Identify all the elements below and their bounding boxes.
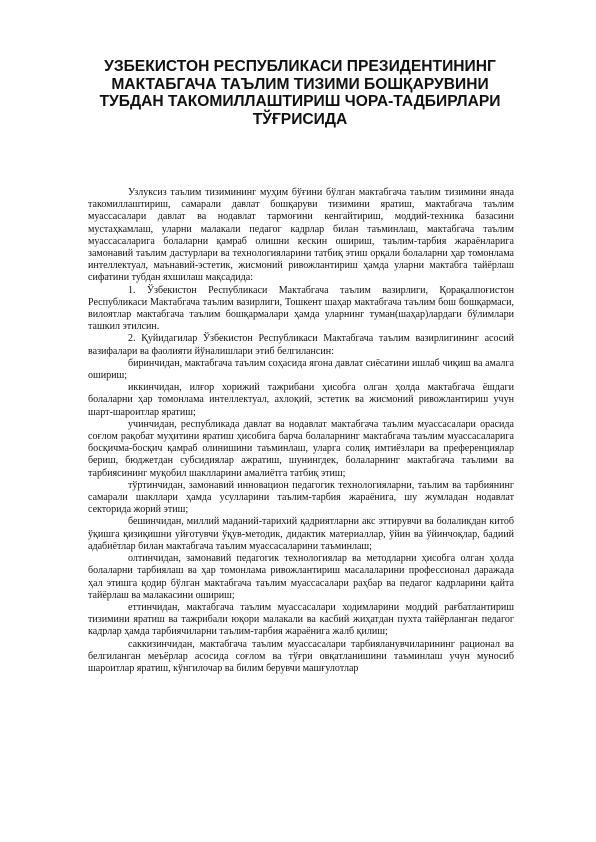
task-second-paragraph: иккинчидан, илғор хорижий тажрибани ҳисобга олган ҳолда мактабгача ёшдаги болаларни ҳар томонлама интеллектуал, ахлоқий, эстетик ва жисмоний ривожлантириш учун шарт-шароитлар яратиш;	[88, 382, 514, 418]
title-line: ТЎҒРИСИДА	[252, 110, 348, 128]
task-seventh-paragraph: еттинчидан, мактабгача таълим муассасалари ходимларини моддий рағбатлантириш тизимини яратиш ва тажрибали юқори малакали ва касбий жиҳатдан пухта тайёрланган педагог кадрлар ҳамда тарбиячиларни таълим-тарбия жараёнига жалб қилиш;	[88, 601, 514, 638]
task-fourth-paragraph: тўртинчидан, замонавий инновацион педагогик технологияларни, таълим ва тарбиянинг самарали шакллари ҳамда усулларини таълим-тарбия жараёнига, шу жумладан нодавлат секторида жорий этиш;	[88, 479, 514, 516]
document-body	[88, 187, 514, 675]
item-1-paragraph: 1. Ўзбекистон Республикаси Мактабгача таълим вазирлиги, Қорақалпоғистон Республикаси Мактабгача таълим вазирлиги, Тошкент шаҳар мактабгача таълим бош бошқармаси, вилоятлар мактабгача таълим бошқармалари ҳамда уларнинг туман(шаҳар)лардаги бўлимлари ташкил этилсин.	[88, 284, 514, 333]
document-title	[70, 58, 530, 128]
task-fifth-paragraph: бешинчидан, миллий маданий-тарихий қадриятларни акс эттирувчи ва болаликдан китоб ўқишга қизиқишни уйғотувчи ўқув-методик, дидактик материаллар, ўйин ва ўйинчоқлар, бадиий адабиётлар билан мактабгача таълим муассасаларини таъминлаш;	[88, 516, 514, 552]
task-sixth-paragraph: олтинчидан, замонавий педагогик технологиялар ва методларни ҳисобга олган ҳолда болаларни тарбиялаш ва ҳар томонлама ривожлантириш масалаларини профессионал даражада ҳал этишга қодир бўлган мактабгача таълим муассасалари раҳбар ва педагог кадрларини қайта тайёрлаш ва малакасини ошириш;	[88, 553, 514, 601]
title-line: МАКТАБГАЧА ТАЪЛИМ ТИЗИМИ БОШҚАРУВИНИ	[111, 75, 489, 93]
preamble-paragraph: Узлуксиз таълим тизимининг муҳим бўғини бўлган мактабгача таълим тизимини янада такомиллаштириш, самарали давлат бошқаруви тизимини яратиш, мактабгача таълим муассасалари давлат ва нодавлат тармоғини кенгайтириш, моддий-техника базасини мустаҳкамлаш, уларни малакали педагог кадрлар билан таъминлаш, мактабгача таълим муассасаларига болаларни қамраб олишни кескин ошириш, таълим-тарбия жараёнларига замонавий таълим дастурлари ва технологияларини татбиқ этиш орқали болаларни ҳар томонлама интеллектуал, маънавий-эстетик, жисмоний ривожлантириш ҳамда уларни мактабга тайёрлаш сифатини тубдан яхшилаш мақсадида:	[88, 187, 514, 284]
title-line: УЗБЕКИСТОН РЕСПУБЛИКАСИ ПРЕЗИДЕНТИНИНГ	[104, 58, 496, 75]
task-first-paragraph: биринчидан, мактабгача таълим соҳасида ягона давлат сиёсатини ишлаб чиқиш ва амалга ошириш;	[88, 357, 514, 382]
item-2-paragraph: 2. Қуйидагилар Ўзбекистон Республикаси Мактабгача таълим вазирлигининг асосий вазифалари ва фаолияти йўналишлари этиб белгилансин:	[88, 333, 514, 357]
task-third-paragraph: учинчидан, республикада давлат ва нодавлат мактабгача таълим муассасалари орасида соғлом рақобат муҳитини яратиш ҳисобига барча болаларнинг мактабгача таълим муассасаларига босқичма-босқич қамраб олинишини таъминлаш, уларга солиқ имтиёзлари ва преференциялар бериш, бюджетдан субсидиялар ажратиш, шунингдек, болаларнинг мактабгача таълими ва тарбиясининг муқобил шаклларини амалиётга татбиқ этиш;	[88, 418, 514, 479]
title-line: ТУБДАН ТАКОМИЛЛАШТИРИШ ЧОРА-ТАДБИРЛАРИ	[99, 93, 501, 110]
task-eighth-paragraph: саккизинчидан, мактабгача таълим муассасалари тарбияланувчиларининг рационал ва белгиланган меъёрлар асосида соғлом ва тўғри овқатланишини таъминлаш учун муносиб шароитлар яратиш, кўнгилочар ва билим берувчи машғулотлар	[88, 638, 514, 674]
